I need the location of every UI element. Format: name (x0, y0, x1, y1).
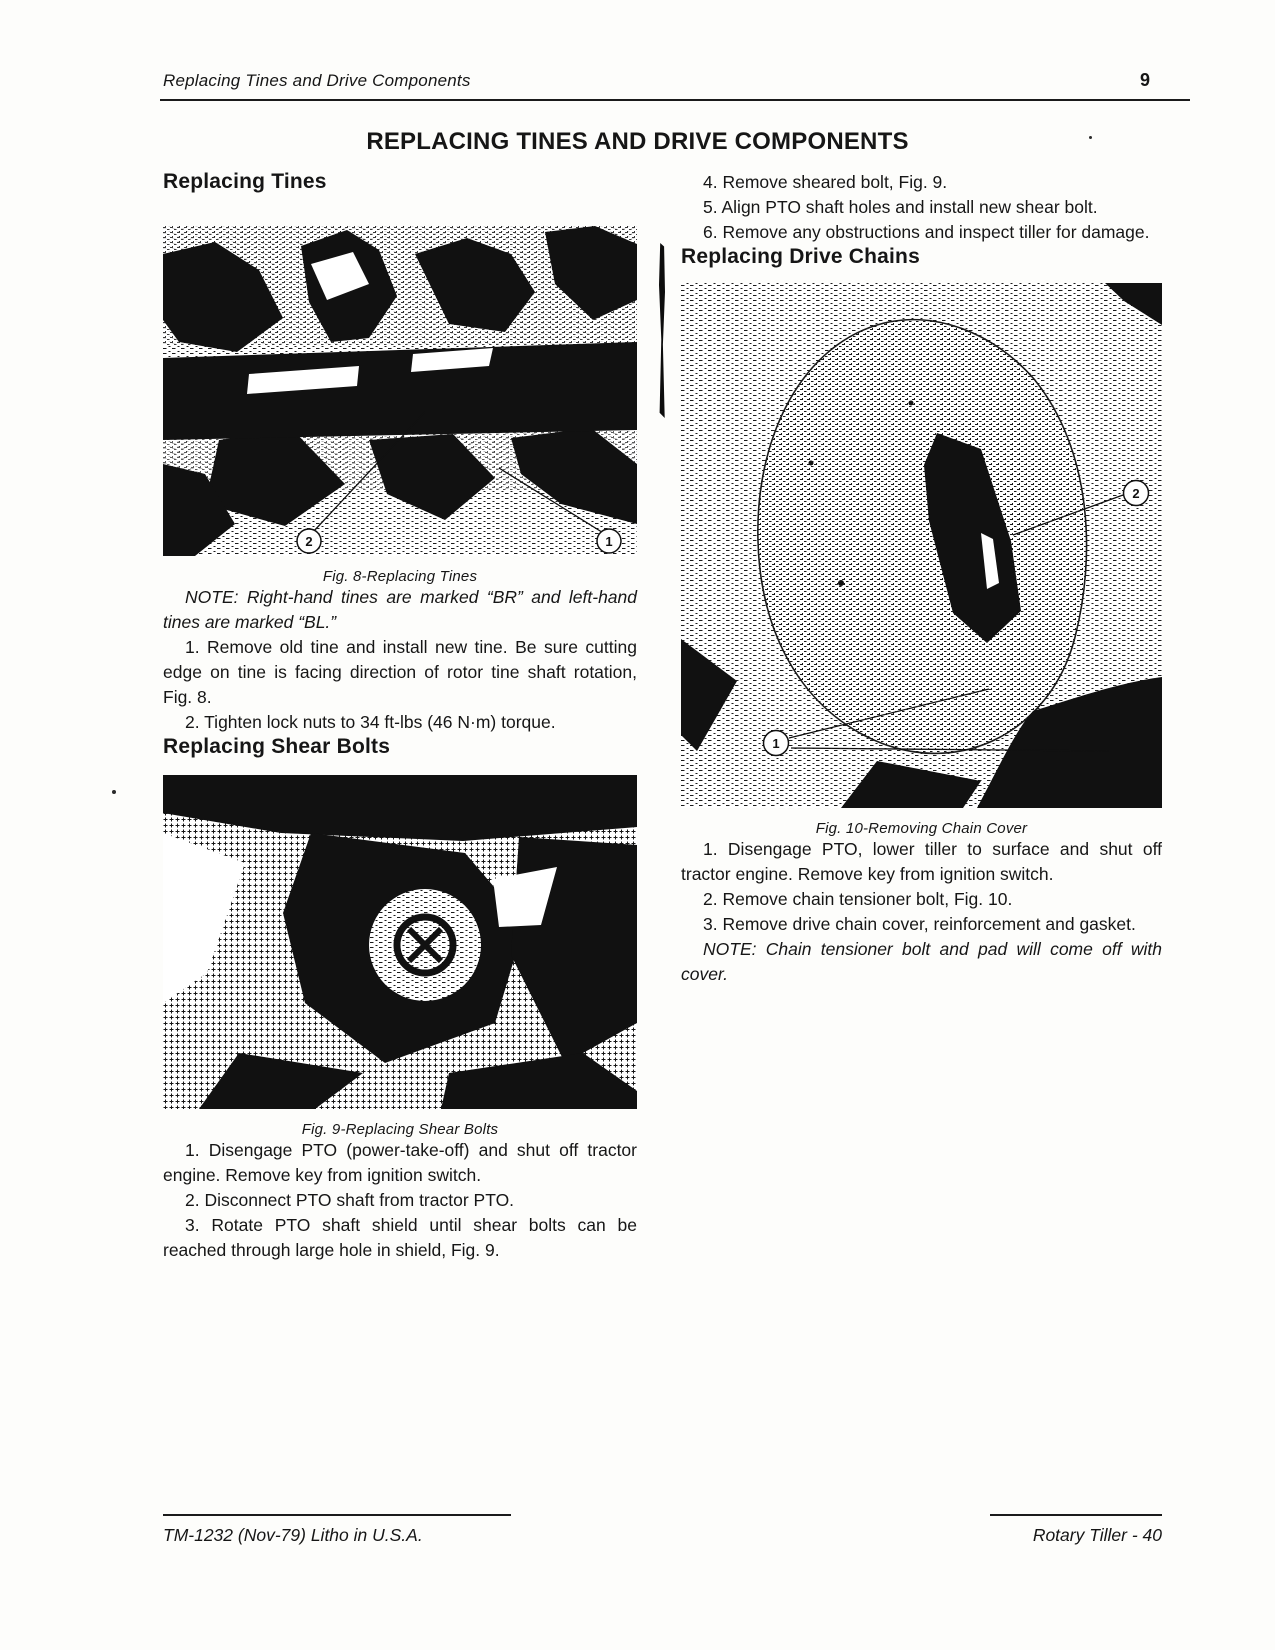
rotor-shaft-band (163, 342, 637, 440)
fig8-callout-1 (597, 529, 621, 553)
chain-cover-outline (758, 320, 1087, 754)
figure-10 (681, 283, 1162, 837)
step-paragraph: 2. Disconnect PTO shaft from tractor PTO. (185, 1190, 515, 1210)
fig10-chain-cover-photo (681, 283, 1162, 808)
fig8-callout-1-label: 1 (605, 534, 613, 549)
fig10-callout-2-label: 2 (1132, 486, 1140, 501)
note-paragraph: NOTE: Chain tensioner bolt and pad will come off with cover. (681, 939, 1162, 984)
fig8-callout-2-label: 2 (305, 534, 313, 549)
footer-section-page: Rotary Tiller - 40 (990, 1514, 1162, 1546)
figure-9 (163, 775, 637, 1138)
figure-10-caption: Fig. 10-Removing Chain Cover (815, 820, 1028, 837)
fig10-callout-1-label: 1 (772, 736, 780, 751)
note-paragraph: NOTE: Right-hand tines are marked “BR” and left-hand tines are marked “BL.” (163, 587, 637, 632)
page-title: REPLACING TINES AND DRIVE COMPONENTS (366, 128, 909, 155)
scan-speck (112, 790, 116, 794)
fig10-callout-2 (1124, 481, 1149, 506)
left-column (163, 170, 637, 1263)
section-heading-replacing-shear-bolts: Replacing Shear Bolts (163, 735, 391, 758)
step-paragraph: 3. Remove drive chain cover, reinforcement and gasket. (703, 914, 1136, 934)
step-paragraph: 6. Remove any obstructions and inspect tiller for damage. (703, 222, 1150, 242)
section-heading-replacing-drive-chains: Replacing Drive Chains (681, 245, 920, 268)
step-paragraph: 2. Tighten lock nuts to 34 ft-lbs (46 N·m) torque. (185, 712, 556, 732)
figure-8 (163, 226, 637, 585)
right-column (681, 170, 1162, 987)
step-paragraph: 4. Remove sheared bolt, Fig. 9. (703, 172, 948, 192)
figure-9-caption: Fig. 9-Replacing Shear Bolts (301, 1121, 499, 1138)
scan-speck (1089, 136, 1092, 139)
fig8-tines-photo (163, 226, 637, 556)
step-paragraph: 1. Remove old tine and install new tine. Be sure cutting edge on tine is facing direction of rotor tine shaft rotation, Fig. 8. (163, 637, 637, 707)
step-paragraph: 5. Align PTO shaft holes and install new shear bolt. (703, 197, 1098, 217)
step-paragraph: 1. Disengage PTO, lower tiller to surface and shut off tractor engine. Remove key from ignition switch. (681, 839, 1162, 884)
fig8-callout-2 (297, 529, 321, 553)
running-title: Replacing Tines and Drive Components (163, 71, 471, 90)
step-paragraph: 2. Remove chain tensioner bolt, Fig. 10. (703, 889, 1013, 909)
fig9-shear-bolt-photo (163, 775, 637, 1109)
figure-8-caption: Fig. 8-Replacing Tines (322, 568, 478, 585)
running-header (163, 70, 1190, 91)
step-paragraph: 3. Rotate PTO shaft shield until shear bolts can be reached through large hole in shield, Fig. 9. (163, 1215, 637, 1260)
header-rule (160, 99, 1190, 101)
page-number: 9 (1139, 70, 1150, 90)
footer-document-id: TM-1232 (Nov-79) Litho in U.S.A. (163, 1514, 511, 1546)
step-paragraph: 1. Disengage PTO (power-take-off) and shut off tractor engine. Remove key from ignition switch. (163, 1140, 637, 1185)
scan-artifact-streak (659, 243, 665, 418)
fig10-callout-1 (764, 731, 789, 756)
section-heading-replacing-tines: Replacing Tines (163, 170, 327, 193)
